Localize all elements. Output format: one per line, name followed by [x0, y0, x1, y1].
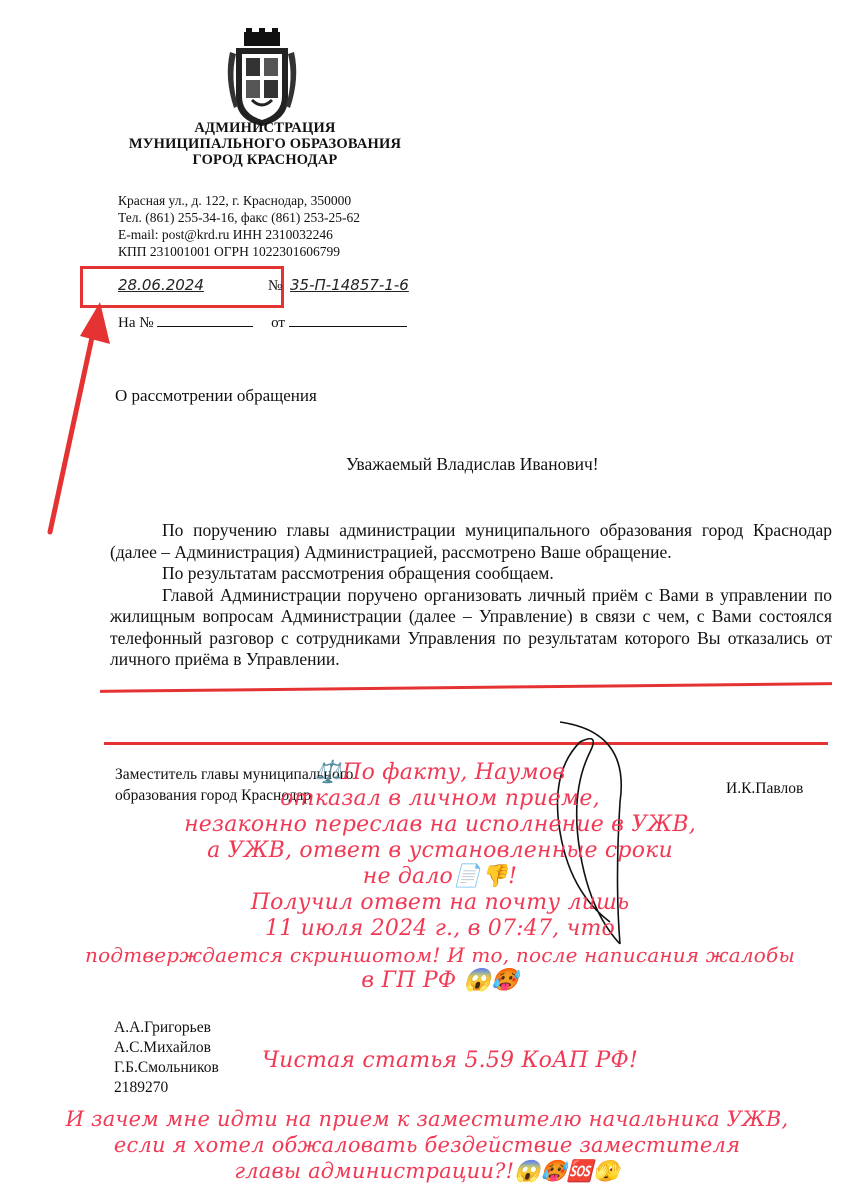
annotation-line: отказал в личном приеме, — [280, 786, 600, 811]
executor-line: А.А.Григорьев — [114, 1019, 211, 1036]
ot-blank — [289, 314, 407, 327]
number-sign: № — [268, 278, 283, 294]
greeting: Уважаемый Владислав Иванович! — [346, 454, 599, 474]
contact-details — [118, 192, 360, 260]
annotation-line: главы администрации?!😱🥵🆘🫣 — [234, 1159, 620, 1183]
annotation-line: ⚖️По факту, Наумов — [314, 760, 566, 785]
letter-date: 28.06.2024 — [118, 276, 204, 294]
red-underline — [104, 742, 828, 745]
body-paragraph: По результатам рассмотрения обращения сообщаем. — [162, 563, 554, 583]
contact-line: Тел. (861) 255-34-16, факс (861) 253-25-62 — [118, 210, 361, 225]
organization-name — [100, 120, 430, 168]
org-line: ГОРОД КРАСНОДАР — [192, 152, 338, 168]
body-paragraph: По поручению главы администрации муниципального образования город Краснодар (далее – Администрация) Администрацией, рассмотрено Ваше обращение. — [110, 520, 832, 562]
annotation-line: если я хотел обжаловать бездействие заместителя — [113, 1133, 741, 1157]
annotation-line: незаконно переслав на исполнение в УЖВ, — [184, 812, 696, 837]
contact-line: КПП 231001001 ОГРН 1022301606799 — [118, 244, 340, 259]
ot-label: от — [271, 315, 285, 331]
org-line: МУНИЦИПАЛЬНОГО ОБРАЗОВАНИЯ — [128, 136, 402, 152]
executor-line: Г.Б.Смольников — [114, 1059, 219, 1076]
red-arrow-icon — [38, 300, 118, 540]
contact-line: E-mail: post@krd.ru ИНН 2310032246 — [118, 227, 333, 242]
signatory-title-line: Заместитель главы муниципального — [115, 766, 354, 783]
reference-line — [118, 314, 407, 332]
annotation-line: подтверждается скриншотом! И то, после написания жалобы — [85, 943, 795, 967]
letter-subject: О рассмотрении обращения — [115, 386, 317, 405]
body-paragraph: Главой Администрации поручено организовать личный приём с Вами в управлении по жилищным вопросам Администрации (далее – Управление) в связи с чем, с Вами состоялся телефонный разговор с сотрудниками Управления по результатам которого Вы отказались от личного приёма в Управлении. — [110, 584, 832, 669]
annotation-line: 11 июля 2024 г., в 07:47, что — [265, 916, 615, 941]
annotation-line: И зачем мне идти на прием к заместителю начальника УЖВ, — [65, 1107, 789, 1131]
letter-body — [110, 520, 832, 671]
annotation-line: в ГП РФ 😱🥵 — [361, 968, 519, 993]
coat-of-arms-emblem — [222, 28, 302, 128]
annotation-line: Получил ответ на почту лишь — [250, 890, 630, 915]
signatory-name: И.К.Павлов — [726, 780, 804, 797]
executor-line: А.С.Михайлов — [114, 1039, 211, 1056]
annotation-line: а УЖВ, ответ в установленные сроки — [207, 838, 673, 863]
overlay-annotation-question — [10, 1106, 844, 1184]
na-blank — [157, 314, 253, 327]
na-label: На № — [118, 315, 154, 331]
contact-line: Красная ул., д. 122, г. Краснодар, 350000 — [118, 193, 352, 208]
org-line: АДМИНИСТРАЦИЯ — [194, 120, 336, 136]
red-underline — [100, 682, 832, 693]
annotation-line: не дало📄👎! — [362, 864, 518, 889]
overlay-annotation-main — [40, 760, 840, 994]
signatory-title-line: образования город Краснодар — [115, 787, 312, 804]
letter-number: 35-П-14857-1-6 — [290, 276, 409, 294]
executor-line: 2189270 — [114, 1079, 169, 1096]
overlay-annotation-article: Чистая статья 5.59 КоАП РФ! — [261, 1048, 639, 1073]
